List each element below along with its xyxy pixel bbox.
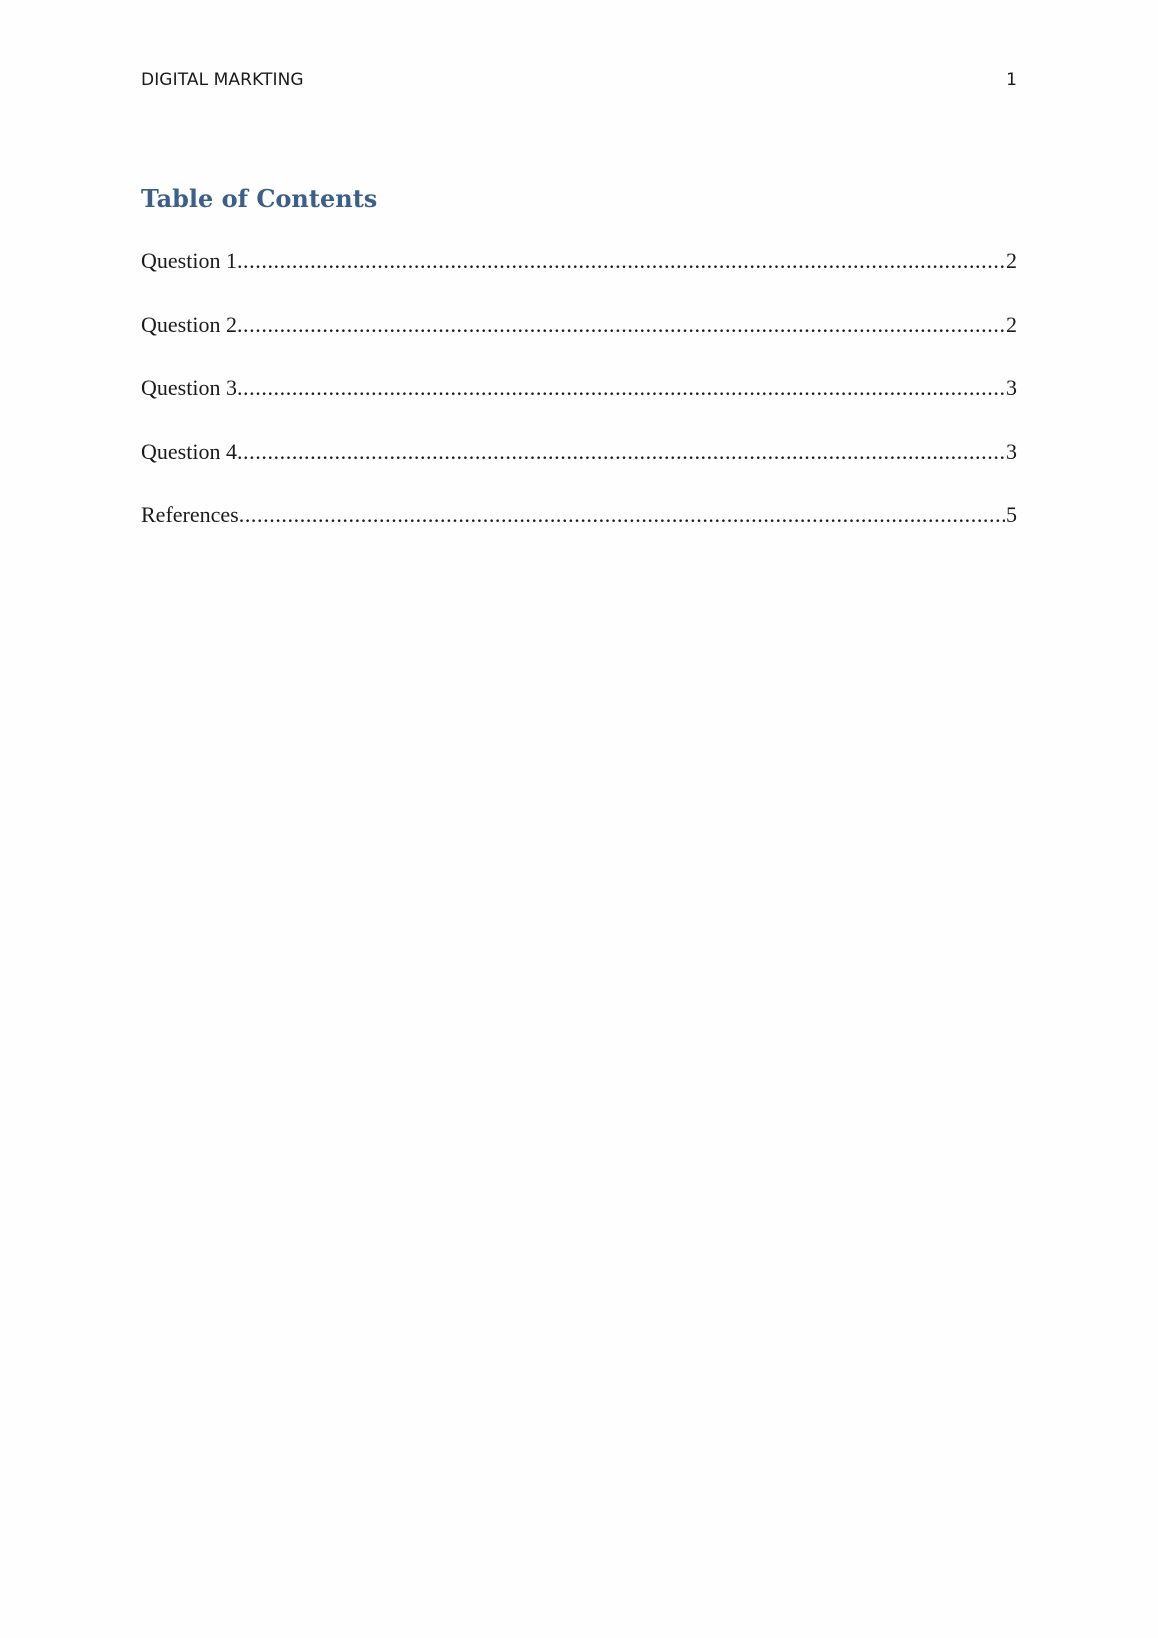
- toc-entry-question-4[interactable]: [141, 439, 1017, 503]
- toc-entry-title: Question 2: [141, 311, 237, 337]
- toc-dot-leader: [237, 312, 1005, 338]
- table-of-contents: [141, 248, 1017, 566]
- toc-entry-title: Question 1: [141, 248, 237, 273]
- toc-entry-question-2[interactable]: [141, 312, 1017, 376]
- running-head: DIGITAL MARKTING: [141, 70, 304, 90]
- toc-entry-page: 2: [1006, 311, 1017, 337]
- toc-dot-leader: [239, 502, 1005, 528]
- toc-entry-page: 3: [1006, 375, 1017, 400]
- toc-dot-leader: [237, 375, 1005, 401]
- toc-entry-references[interactable]: [141, 502, 1017, 566]
- toc-dot-leader: [237, 439, 1005, 465]
- toc-entry-title: References: [141, 502, 239, 527]
- toc-dot-leader: [237, 248, 1005, 274]
- toc-entry-page: 3: [1006, 438, 1017, 464]
- toc-entry-question-1[interactable]: [141, 248, 1017, 312]
- page-number: 1: [1006, 70, 1017, 90]
- toc-entry-title: Question 4: [141, 438, 237, 464]
- toc-entry-title: Question 3: [141, 375, 237, 400]
- toc-entry-page: 2: [1006, 248, 1017, 273]
- toc-entry-question-3[interactable]: [141, 375, 1017, 439]
- toc-entry-page: 5: [1006, 502, 1017, 527]
- toc-heading: Table of Contents: [141, 184, 378, 213]
